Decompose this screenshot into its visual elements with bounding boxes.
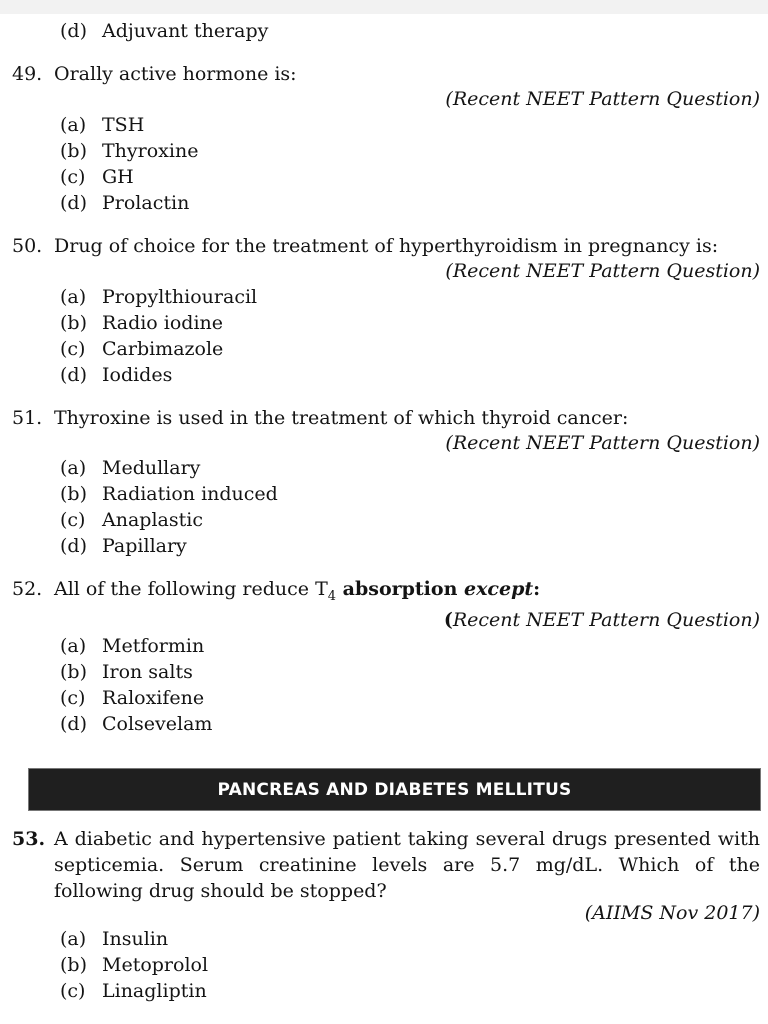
option-q49-a	[60, 112, 144, 138]
option-text: Thyroxine	[102, 140, 199, 162]
question-number: 52.	[12, 578, 43, 600]
option-q50-a	[60, 284, 257, 310]
option-label: (d)	[60, 713, 87, 735]
option-text: Adjuvant therapy	[102, 20, 269, 42]
option-label: (c)	[60, 166, 86, 188]
question-53-source: (AIIMS Nov 2017)	[584, 902, 760, 924]
option-text: GH	[102, 166, 134, 188]
option-label: (b)	[60, 312, 87, 334]
question-number: 53.	[12, 828, 46, 850]
option-q49-c	[60, 164, 134, 190]
except-emphasis: except	[464, 578, 534, 600]
question-text: A diabetic and hypertensive patient taking several drugs presented with septicemia. Serum creatinine levels are 5.7 mg/dL. Which of the following drug should be stopped?	[54, 828, 760, 902]
option-text: Carbimazole	[102, 338, 224, 360]
option-text: Radio iodine	[102, 312, 224, 334]
question-50	[12, 233, 718, 259]
question-52-source	[444, 607, 760, 633]
option-label: (d)	[60, 535, 87, 557]
option-text: Radiation induced	[102, 483, 278, 505]
option-q50-b	[60, 310, 223, 336]
option-label: (d)	[60, 364, 87, 386]
question-number: 50.	[12, 235, 43, 257]
question-text: Thyroxine is used in the treatment of which thyroid cancer:	[54, 407, 629, 429]
option-label: (c)	[60, 338, 86, 360]
question-number: 49.	[12, 63, 43, 85]
option-q50-d	[60, 362, 172, 388]
question-49-source: (Recent NEET Pattern Question)	[445, 88, 760, 110]
option-q49-b	[60, 138, 198, 164]
option-q53-a	[60, 926, 168, 952]
option-q48-d	[60, 18, 268, 44]
option-label: (a)	[60, 635, 87, 657]
option-text: Metoprolol	[102, 954, 209, 976]
question-51-source: (Recent NEET Pattern Question)	[445, 432, 760, 454]
option-text: Raloxifene	[102, 687, 205, 709]
option-text: Medullary	[102, 457, 201, 479]
option-q52-a	[60, 633, 204, 659]
question-number: 51.	[12, 407, 43, 429]
option-q51-b	[60, 481, 278, 507]
question-text: Drug of choice for the treatment of hyperthyroidism in pregnancy is:	[54, 235, 719, 257]
question-bold-text: absorption	[336, 578, 465, 600]
option-label: (b)	[60, 661, 87, 683]
option-text: Colsevelam	[102, 713, 213, 735]
option-label: (b)	[60, 954, 87, 976]
source-text: Recent NEET Pattern Question)	[452, 609, 760, 631]
question-52	[12, 576, 540, 605]
section-heading: PANCREAS AND DIABETES MELLITUS	[28, 768, 761, 811]
option-q51-c	[60, 507, 203, 533]
option-label: (b)	[60, 140, 87, 162]
option-q52-d	[60, 711, 212, 737]
option-text: Insulin	[102, 928, 169, 950]
option-text: Propylthiouracil	[102, 286, 258, 308]
option-label: (c)	[60, 687, 86, 709]
option-q51-d	[60, 533, 187, 559]
option-text: Anaplastic	[102, 509, 203, 531]
option-text: Iodides	[102, 364, 173, 386]
question-49	[12, 61, 297, 87]
option-q49-d	[60, 190, 189, 216]
question-53	[12, 826, 760, 904]
question-50-source: (Recent NEET Pattern Question)	[445, 260, 760, 282]
option-q52-c	[60, 685, 204, 711]
option-label: (a)	[60, 114, 87, 136]
option-q52-b	[60, 659, 193, 685]
option-q53-b	[60, 952, 208, 978]
option-text: TSH	[102, 114, 145, 136]
option-label: (a)	[60, 928, 87, 950]
question-text: All of the following reduce T	[54, 578, 328, 600]
subscript-4: 4	[327, 589, 337, 604]
option-label: (a)	[60, 286, 87, 308]
option-text: Iron salts	[102, 661, 193, 683]
option-q51-a	[60, 455, 200, 481]
option-text: Papillary	[102, 535, 187, 557]
option-text: Metformin	[102, 635, 205, 657]
option-label: (c)	[60, 980, 86, 1002]
option-label: (c)	[60, 509, 86, 531]
option-label: (d)	[60, 20, 87, 42]
question-colon: :	[533, 578, 541, 600]
option-q53-c	[60, 978, 207, 1004]
option-text: Prolactin	[102, 192, 190, 214]
option-label: (d)	[60, 192, 87, 214]
option-text: Linagliptin	[102, 980, 207, 1002]
option-q50-c	[60, 336, 223, 362]
option-label: (b)	[60, 483, 87, 505]
question-51	[12, 405, 628, 431]
option-label: (a)	[60, 457, 87, 479]
question-text: Orally active hormone is:	[54, 63, 297, 85]
source-open-paren: (	[443, 609, 453, 631]
